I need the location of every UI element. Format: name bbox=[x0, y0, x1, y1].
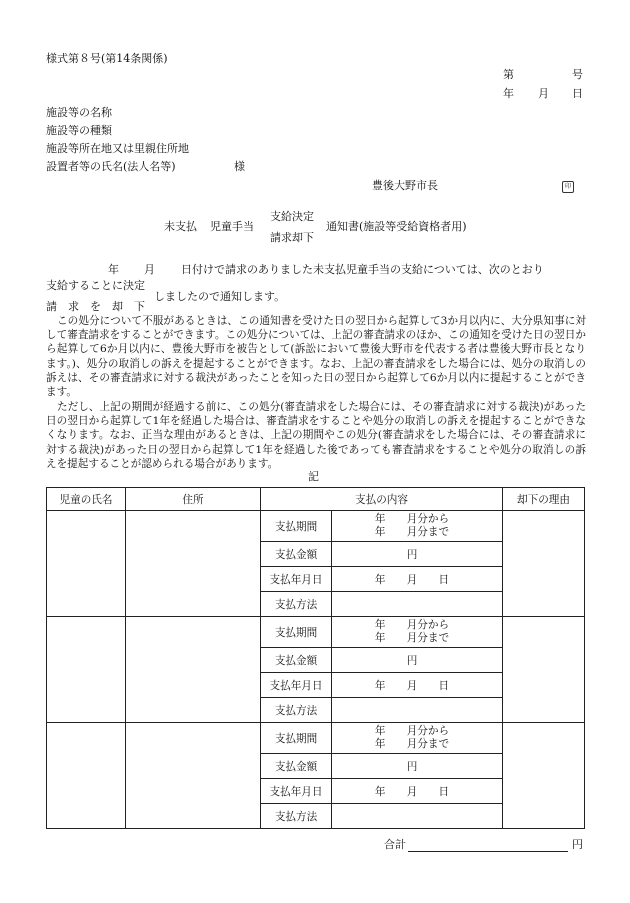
title-option-kettei: 支給決定 bbox=[270, 210, 314, 223]
label-payment-date: 支払年月日 bbox=[261, 779, 332, 804]
label-amount: 支払金額 bbox=[261, 542, 332, 567]
amount-value[interactable] bbox=[332, 542, 503, 567]
amount-value[interactable] bbox=[332, 648, 503, 673]
period-from: 年 月分から bbox=[374, 725, 450, 737]
payment-date-value[interactable] bbox=[332, 567, 503, 592]
facility-name-label: 施設等の名称 bbox=[46, 106, 112, 119]
child-name-cell[interactable] bbox=[47, 723, 126, 829]
period-to: 年 月分まで bbox=[374, 738, 450, 750]
number-dai: 第 bbox=[503, 68, 514, 81]
decision-option-shikyu: 支給することに決定 bbox=[46, 279, 145, 292]
seal-mark: 印 bbox=[562, 181, 574, 193]
yen-unit: 円 bbox=[406, 760, 418, 773]
payment-method-value[interactable] bbox=[332, 698, 503, 723]
label-payment-date: 支払年月日 bbox=[261, 673, 332, 698]
rejection-reason-cell[interactable] bbox=[503, 723, 585, 829]
label-payment-date: 支払年月日 bbox=[261, 567, 332, 592]
payment-date-value[interactable] bbox=[332, 779, 503, 804]
intro-tail: しましたので通知します。 bbox=[154, 290, 286, 303]
payment-table bbox=[46, 487, 585, 829]
date-units: 年 月 日 bbox=[374, 573, 450, 586]
label-payment-method: 支払方法 bbox=[261, 592, 332, 617]
label-payment-method: 支払方法 bbox=[261, 698, 332, 723]
child-name-cell[interactable] bbox=[47, 511, 126, 617]
header-rejection-reason: 却下の理由 bbox=[503, 488, 585, 511]
period-to: 年 月分まで bbox=[374, 632, 450, 644]
header-child-name: 児童の氏名 bbox=[47, 488, 126, 511]
address-cell[interactable] bbox=[126, 723, 261, 829]
total-unit: 円 bbox=[572, 838, 583, 851]
date-year-label: 年 bbox=[503, 87, 514, 100]
form-number: 様式第８号(第14条関係) bbox=[46, 52, 168, 65]
request-year-label: 年 bbox=[108, 263, 119, 276]
label-payment-method: 支払方法 bbox=[261, 804, 332, 829]
rejection-reason-cell[interactable] bbox=[503, 511, 585, 617]
facility-address-label: 施設等所在地又は里親住所地 bbox=[46, 142, 189, 155]
total-label: 合計 bbox=[384, 838, 406, 851]
period-value[interactable] bbox=[332, 723, 503, 754]
header-address: 住所 bbox=[126, 488, 261, 511]
appeal-paragraph-1: この処分について不服があるときは、この通知書を受けた日の翌日から起算して3か月以内に、大分県知事に対して審査請求をすることができます。この処分については、上記の審査請求のほか、この通知を受けた日の翌日から起算して6か月以内に、豊後大野市を被告として(訴訟において豊後大野市を代表する者は豊後大野市長となります。)、処分の取消しの訴えを提起することができます。なお、上記の審査請求をした場合には、処分の取消しの訴えは、その審査請求に対する裁決があったことを知った日の翌日から起算して6か月以内に提起することができます。 bbox=[46, 315, 586, 399]
child-name-cell[interactable] bbox=[47, 617, 126, 723]
title-jidouteate: 児童手当 bbox=[210, 220, 254, 233]
mayor-title: 豊後大野市長 bbox=[372, 179, 438, 192]
title-option-kyakka: 請求却下 bbox=[270, 231, 314, 244]
label-amount: 支払金額 bbox=[261, 754, 332, 779]
date-day-label: 日 bbox=[572, 87, 583, 100]
total-input-line[interactable] bbox=[408, 851, 568, 852]
period-value[interactable] bbox=[332, 511, 503, 542]
appeal-paragraph-2: ただし、上記の期間が経過する前に、この処分(審査請求をした場合には、その審査請求に対する裁決)があった日の翌日から起算して1年を経過した場合は、審査請求をすることや処分の取消しの訴えを提起することができなくなります。なお、正当な理由があるときは、上記の期間やこの処分(審査請求をした場合には、その審査請求に対する裁決)があった日の翌日から起算して1年を経過した後であっても審査請求をすることや処分の取消しの訴えを提起することが認められる場合があります。 bbox=[46, 401, 586, 470]
payment-method-value[interactable] bbox=[332, 804, 503, 829]
period-from: 年 月分から bbox=[374, 619, 450, 631]
period-to: 年 月分まで bbox=[374, 526, 450, 538]
yen-unit: 円 bbox=[406, 548, 418, 561]
period-from: 年 月分から bbox=[374, 513, 450, 525]
facility-type-label: 施設等の種類 bbox=[46, 124, 112, 137]
title-mishiharai: 未支払 bbox=[164, 220, 197, 233]
date-month-label: 月 bbox=[538, 87, 549, 100]
address-cell[interactable] bbox=[126, 511, 261, 617]
rejection-reason-cell[interactable] bbox=[503, 617, 585, 723]
intro-text: 日付けで請求のありました未支払児童手当の支給については、次のとおり bbox=[181, 263, 544, 276]
yen-unit: 円 bbox=[406, 654, 418, 667]
number-go: 号 bbox=[572, 68, 583, 81]
official-seal bbox=[562, 180, 574, 194]
period-value[interactable] bbox=[332, 617, 503, 648]
founder-name-label: 設置者等の氏名(法人名等) bbox=[46, 160, 176, 173]
request-month-label: 月 bbox=[144, 263, 155, 276]
date-units: 年 月 日 bbox=[374, 785, 450, 798]
payment-date-value[interactable] bbox=[332, 673, 503, 698]
amount-value[interactable] bbox=[332, 754, 503, 779]
payment-method-value[interactable] bbox=[332, 592, 503, 617]
title-notice: 通知書(施設等受給資格者用) bbox=[326, 220, 467, 233]
label-period: 支払期間 bbox=[261, 723, 332, 754]
label-amount: 支払金額 bbox=[261, 648, 332, 673]
label-period: 支払期間 bbox=[261, 511, 332, 542]
label-period: 支払期間 bbox=[261, 617, 332, 648]
date-units: 年 月 日 bbox=[374, 679, 450, 692]
decision-option-kyakka: 請 求 を 却 下 bbox=[46, 300, 145, 313]
sama-honorific: 様 bbox=[234, 160, 245, 173]
address-cell[interactable] bbox=[126, 617, 261, 723]
header-payment-content: 支払の内容 bbox=[261, 488, 503, 511]
ki-heading: 記 bbox=[308, 470, 319, 483]
